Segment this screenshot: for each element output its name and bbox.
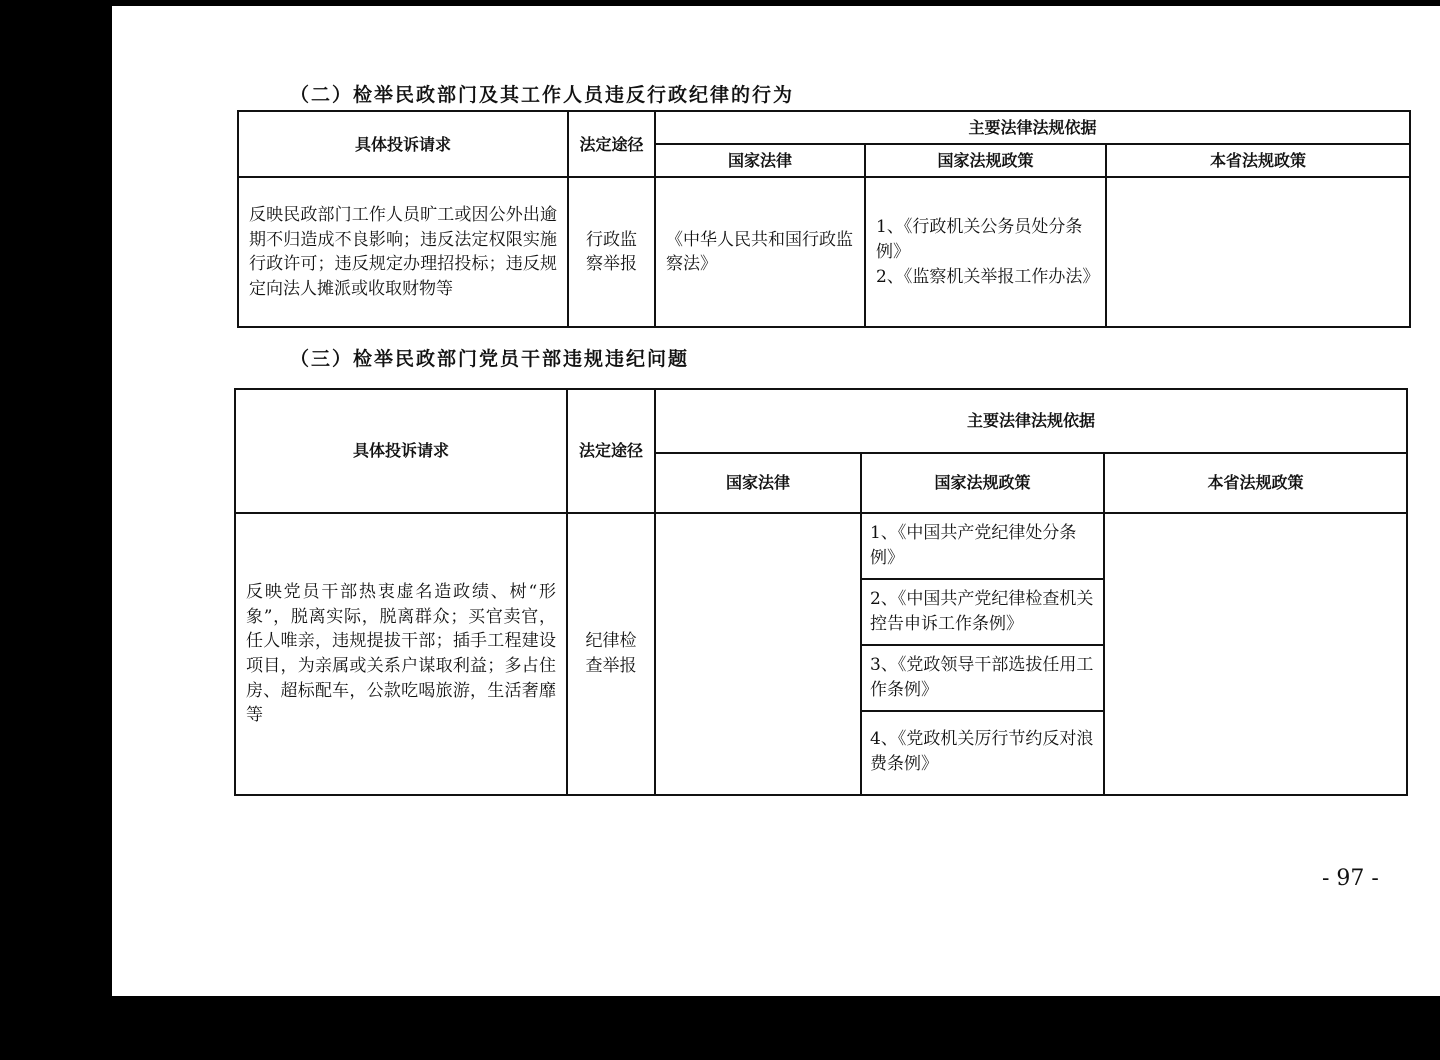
row-provincial <box>1104 513 1407 795</box>
regulation-item: 1、《行政机关公务员处分条例》 <box>876 217 1083 263</box>
row-provincial <box>1106 177 1410 327</box>
header-national-law: 国家法律 <box>655 144 865 177</box>
row-national-reg <box>861 513 1104 795</box>
row-channel: 行政监察举报 <box>568 177 655 327</box>
header-channel: 法定途径 <box>567 389 655 513</box>
row-national-law: 《中华人民共和国行政监察法》 <box>655 177 865 327</box>
regulation-item: 2、《监察机关举报工作办法》 <box>876 266 1100 287</box>
header-basis: 主要法律法规依据 <box>655 389 1407 453</box>
header-provincial: 本省法规政策 <box>1104 453 1407 513</box>
row-national-law <box>655 513 861 795</box>
header-request: 具体投诉请求 <box>238 111 568 177</box>
section3-table <box>234 388 1408 796</box>
regulation-item: 4、《党政机关厉行节约反对浪费条例》 <box>870 729 1094 774</box>
section3-heading: （三）检举民政部门党员干部违规违纪问题 <box>290 348 690 370</box>
scan-border-bottom <box>0 996 1440 1060</box>
header-request: 具体投诉请求 <box>235 389 567 513</box>
header-national-law: 国家法律 <box>655 453 861 513</box>
header-basis: 主要法律法规依据 <box>655 111 1410 144</box>
row-channel: 纪律检查举报 <box>567 513 655 795</box>
section2-table <box>237 110 1411 328</box>
header-national-reg: 国家法规政策 <box>865 144 1106 177</box>
regulation-item: 2、《中国共产党纪律检查机关控告申诉工作条例》 <box>862 580 1103 646</box>
row-request: 反映党员干部热衷虚名造政绩、树“形象”，脱离实际，脱离群众；买官卖官，任人唯亲，违规提拔干部；插手工程建设项目，为亲属或关系户谋取利益；多占住房、超标配车，公款吃喝旅游，生活奢靡等 <box>235 513 567 795</box>
header-provincial: 本省法规政策 <box>1106 144 1410 177</box>
row-request: 反映民政部门工作人员旷工或因公外出逾期不归造成不良影响；违反法定权限实施行政许可；违反规定办理招投标；违反规定向法人摊派或收取财物等 <box>238 177 568 327</box>
page-number: - 97 - <box>1322 866 1379 891</box>
section2-heading: （二）检举民政部门及其工作人员违反行政纪律的行为 <box>290 84 795 106</box>
regulation-item: 1、《中国共产党纪律处分条例》 <box>862 514 1103 580</box>
header-national-reg: 国家法规政策 <box>861 453 1104 513</box>
header-channel: 法定途径 <box>568 111 655 177</box>
row-national-reg <box>865 177 1106 327</box>
regulation-item: 3、《党政领导干部选拔任用工作条例》 <box>862 646 1103 712</box>
